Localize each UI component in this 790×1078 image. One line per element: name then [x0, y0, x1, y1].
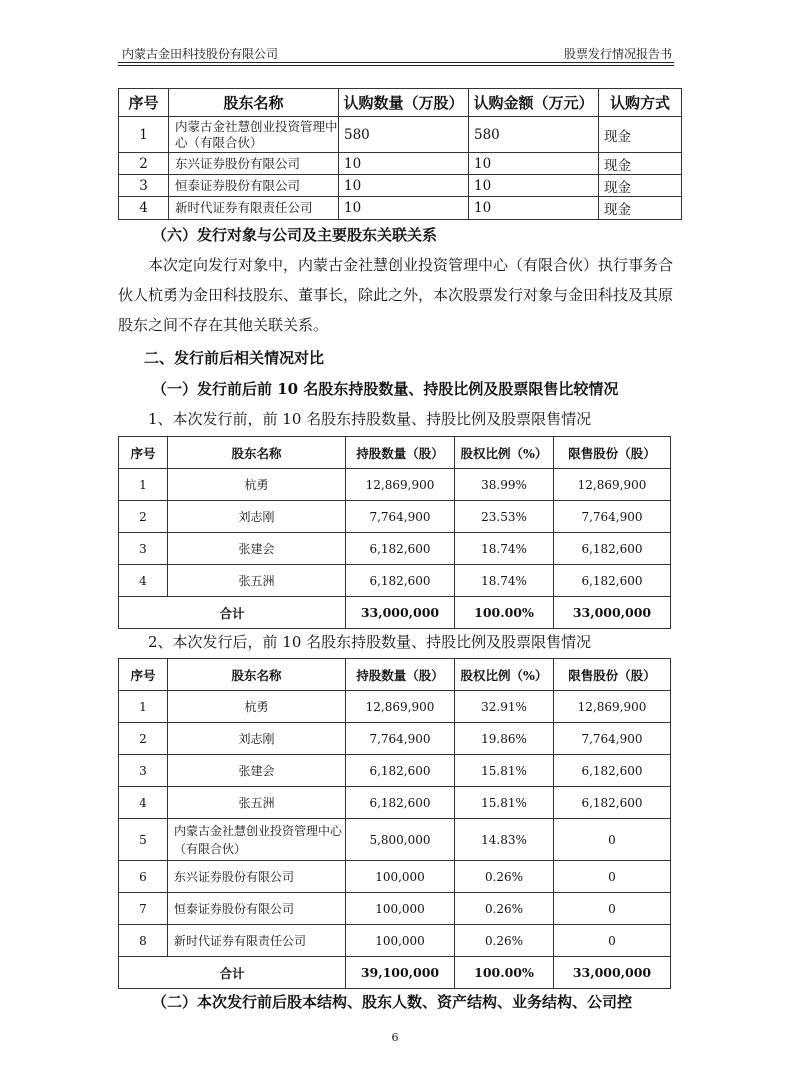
table-row	[119, 819, 671, 861]
cell-no: 2	[119, 501, 168, 533]
header-doc-title: 股票发行情况报告书	[563, 47, 672, 61]
cell-name: 内蒙古金社慧创业投资管理中心（有限合伙）	[169, 117, 339, 153]
cell-restricted: 6,182,600	[554, 533, 671, 565]
cell-ratio: 18.74%	[455, 533, 554, 565]
cell-method: 现金	[599, 175, 682, 197]
column-header: 认购数量（万股）	[339, 89, 469, 117]
cell-qty: 10	[339, 175, 469, 197]
shareholders-after-table	[118, 658, 671, 989]
table-row	[119, 117, 682, 153]
cell-name: 张建会	[168, 533, 346, 565]
cell-ratio: 23.53%	[455, 501, 554, 533]
cell-qty: 10	[339, 197, 469, 220]
cell-shares: 6,182,600	[346, 533, 455, 565]
table-row	[119, 723, 671, 755]
cell-no: 4	[119, 565, 168, 597]
cell-shares: 7,764,900	[346, 723, 455, 755]
cell-name: 刘志刚	[168, 723, 346, 755]
cell-method: 现金	[599, 197, 682, 220]
cell-no: 2	[119, 723, 168, 755]
cell-name: 东兴证券股份有限公司	[168, 861, 346, 893]
cell-shares: 6,182,600	[346, 565, 455, 597]
table-row	[119, 565, 671, 597]
column-header: 持股数量（股）	[346, 659, 455, 691]
total-restricted: 33,000,000	[554, 957, 671, 989]
cell-ratio: 0.26%	[455, 925, 554, 957]
cell-ratio: 32.91%	[455, 691, 554, 723]
total-shares: 39,100,000	[346, 957, 455, 989]
cell-no: 1	[119, 469, 168, 501]
table-row	[119, 691, 671, 723]
cell-name: 张建会	[168, 755, 346, 787]
table-row	[119, 861, 671, 893]
cell-restricted: 7,764,900	[554, 501, 671, 533]
cell-shares: 7,764,900	[346, 501, 455, 533]
table-row	[119, 153, 682, 175]
table-row	[119, 893, 671, 925]
table-caption: 1、本次发行前，前 10 名股东持股数量、持股比例及股票限售情况	[148, 410, 592, 428]
section-heading: （六）发行对象与公司及主要股东关联关系	[152, 226, 438, 244]
cell-shares: 12,869,900	[346, 691, 455, 723]
cell-ratio: 0.26%	[455, 861, 554, 893]
cell-restricted: 0	[554, 819, 671, 861]
cell-method: 现金	[599, 117, 682, 153]
section-heading: （二）本次发行前后股本结构、股东人数、资产结构、业务结构、公司控	[152, 993, 633, 1011]
table-header-row	[119, 437, 671, 469]
section-heading: 二、发行前后相关情况对比	[144, 349, 325, 367]
cell-name: 东兴证券股份有限公司	[169, 153, 339, 175]
total-restricted: 33,000,000	[554, 597, 671, 629]
header-rule	[118, 62, 674, 63]
column-header: 股东名称	[169, 89, 339, 117]
cell-shares: 100,000	[346, 925, 455, 957]
cell-restricted: 12,869,900	[554, 691, 671, 723]
table-header-row	[119, 89, 682, 117]
cell-ratio: 19.86%	[455, 723, 554, 755]
cell-no: 8	[119, 925, 168, 957]
cell-name: 恒泰证券股份有限公司	[169, 175, 339, 197]
cell-ratio: 18.74%	[455, 565, 554, 597]
cell-ratio: 15.81%	[455, 755, 554, 787]
table-row	[119, 533, 671, 565]
cell-no: 4	[119, 197, 169, 220]
cell-restricted: 6,182,600	[554, 565, 671, 597]
total-row	[119, 597, 671, 629]
total-label: 合计	[119, 597, 346, 629]
cell-restricted: 0	[554, 893, 671, 925]
total-shares: 33,000,000	[346, 597, 455, 629]
cell-name: 内蒙古金社慧创业投资管理中心（有限合伙）	[168, 819, 346, 861]
total-ratio: 100.00%	[455, 597, 554, 629]
cell-no: 3	[119, 533, 168, 565]
header-rule-second	[118, 65, 674, 66]
cell-qty: 10	[339, 153, 469, 175]
table-row	[119, 755, 671, 787]
table-row	[119, 501, 671, 533]
cell-name: 新时代证券有限责任公司	[169, 197, 339, 220]
cell-restricted: 6,182,600	[554, 755, 671, 787]
cell-restricted: 0	[554, 925, 671, 957]
cell-name: 杭勇	[168, 691, 346, 723]
cell-no: 2	[119, 153, 169, 175]
cell-restricted: 6,182,600	[554, 787, 671, 819]
table-row	[119, 469, 671, 501]
cell-name: 新时代证券有限责任公司	[168, 925, 346, 957]
cell-name: 杭勇	[168, 469, 346, 501]
page-number: 6	[391, 1031, 399, 1044]
total-ratio: 100.00%	[455, 957, 554, 989]
column-header: 股东名称	[168, 437, 346, 469]
cell-restricted: 12,869,900	[554, 469, 671, 501]
cell-no: 4	[119, 787, 168, 819]
subscription-table	[118, 88, 682, 220]
cell-no: 7	[119, 893, 168, 925]
cell-name: 张五洲	[168, 787, 346, 819]
cell-restricted: 0	[554, 861, 671, 893]
cell-amount: 10	[469, 197, 599, 220]
cell-no: 3	[119, 175, 169, 197]
cell-restricted: 7,764,900	[554, 723, 671, 755]
cell-no: 1	[119, 691, 168, 723]
table-row	[119, 197, 682, 220]
cell-ratio: 38.99%	[455, 469, 554, 501]
column-header: 认购方式	[599, 89, 682, 117]
total-row	[119, 957, 671, 989]
cell-method: 现金	[599, 153, 682, 175]
cell-ratio: 15.81%	[455, 787, 554, 819]
table-row	[119, 925, 671, 957]
cell-no: 6	[119, 861, 168, 893]
cell-name: 刘志刚	[168, 501, 346, 533]
table-caption: 2、本次发行后，前 10 名股东持股数量、持股比例及股票限售情况	[148, 633, 592, 651]
column-header: 序号	[119, 659, 168, 691]
cell-no: 5	[119, 819, 168, 861]
column-header: 持股数量（股）	[346, 437, 455, 469]
column-header: 序号	[119, 437, 168, 469]
column-header: 限售股份（股）	[554, 659, 671, 691]
cell-shares: 100,000	[346, 893, 455, 925]
cell-shares: 100,000	[346, 861, 455, 893]
cell-shares: 6,182,600	[346, 755, 455, 787]
sub-heading: （一）发行前后前 10 名股东持股数量、持股比例及股票限售比较情况	[152, 380, 619, 398]
total-label: 合计	[119, 957, 346, 989]
table-header-row	[119, 659, 671, 691]
column-header: 股权比例（%）	[455, 437, 554, 469]
cell-qty: 580	[339, 117, 469, 153]
cell-amount: 10	[469, 175, 599, 197]
column-header: 序号	[119, 89, 169, 117]
cell-shares: 12,869,900	[346, 469, 455, 501]
column-header: 股东名称	[168, 659, 346, 691]
column-header: 认购金额（万元）	[469, 89, 599, 117]
cell-ratio: 14.83%	[455, 819, 554, 861]
paragraph: 本次定向发行对象中，内蒙古金社慧创业投资管理中心（有限合伙）执行事务合伙人杭勇为金田科技股东、董事长，除此之外，本次股票发行对象与金田科技及其原股东之间不存在其他关联关系。	[118, 256, 674, 334]
cell-no: 1	[119, 117, 169, 153]
table-row	[119, 787, 671, 819]
table-row	[119, 175, 682, 197]
cell-no: 3	[119, 755, 168, 787]
cell-shares: 5,800,000	[346, 819, 455, 861]
cell-ratio: 0.26%	[455, 893, 554, 925]
cell-amount: 10	[469, 153, 599, 175]
header-company: 内蒙古金田科技股份有限公司	[122, 47, 279, 61]
cell-shares: 6,182,600	[346, 787, 455, 819]
shareholders-before-table	[118, 436, 671, 629]
cell-name: 张五洲	[168, 565, 346, 597]
column-header: 股权比例（%）	[455, 659, 554, 691]
cell-name: 恒泰证券股份有限公司	[168, 893, 346, 925]
cell-amount: 580	[469, 117, 599, 153]
column-header: 限售股份（股）	[554, 437, 671, 469]
